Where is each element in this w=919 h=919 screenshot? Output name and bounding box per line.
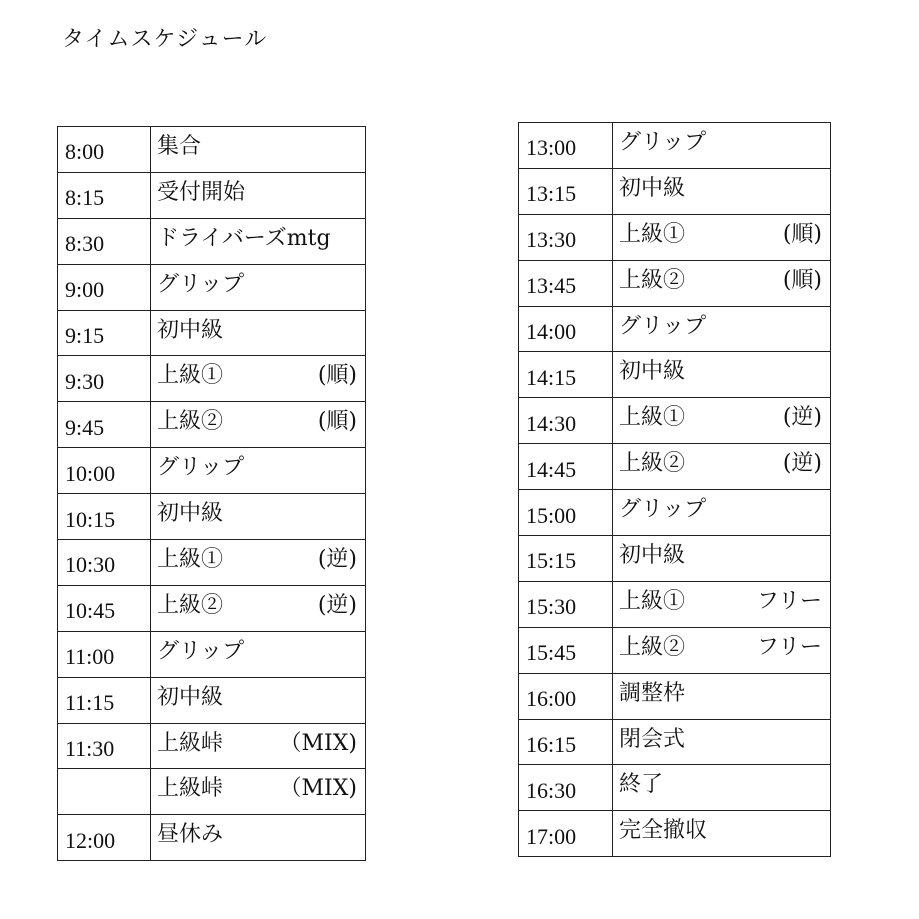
event-name: 上級② (619, 267, 686, 293)
schedule-row (519, 673, 831, 719)
event-name: 閉会式 (619, 726, 686, 752)
event-name: グリップ (157, 638, 245, 664)
time-cell: 8:00 (58, 127, 151, 173)
event-note: フリー (756, 634, 822, 660)
event-cell (613, 398, 831, 444)
event-name: 完全撤収 (619, 818, 708, 844)
event-cell (151, 585, 366, 631)
event-cell (151, 769, 366, 815)
event-content (157, 634, 357, 665)
event-cell (613, 123, 831, 169)
schedule-row (58, 815, 366, 861)
event-content (619, 263, 822, 294)
event-cell (151, 218, 366, 264)
document-title: タイムスケジュール (62, 27, 268, 52)
schedule-row (58, 540, 366, 586)
event-content (619, 400, 822, 431)
schedule-row (58, 769, 366, 815)
event-note: フリー (756, 588, 822, 614)
event-cell (613, 811, 831, 857)
event-name: 調整枠 (619, 680, 686, 706)
event-note: （MIX) (279, 730, 357, 756)
event-name: 初中級 (619, 359, 686, 385)
event-content (157, 267, 357, 298)
schedule-row (58, 631, 366, 677)
event-content (157, 817, 357, 848)
event-note: (順) (782, 267, 822, 293)
event-name: 上級② (619, 451, 686, 477)
event-content (157, 588, 357, 619)
schedule-row (519, 536, 831, 582)
time-cell: 10:00 (58, 448, 151, 494)
event-name: グリップ (157, 271, 245, 297)
event-content (619, 492, 822, 523)
event-content (157, 450, 357, 481)
event-cell (151, 402, 366, 448)
event-name: 上級① (619, 405, 686, 431)
time-cell: 8:15 (58, 172, 151, 218)
time-cell: 11:00 (58, 631, 151, 677)
event-cell (613, 719, 831, 765)
event-name: 初中級 (157, 317, 224, 343)
schedule-row (58, 494, 366, 540)
event-name: 終了 (619, 772, 664, 798)
event-cell (613, 490, 831, 536)
schedule-row (519, 352, 831, 398)
event-content (157, 175, 357, 206)
event-content (619, 584, 822, 615)
event-content (619, 767, 822, 798)
event-content (619, 171, 822, 202)
event-note: (順) (317, 409, 357, 435)
event-cell (151, 172, 366, 218)
schedule-table-body-morning (58, 127, 366, 861)
event-name: 上級② (619, 634, 686, 660)
event-cell (151, 677, 366, 723)
event-note: (順) (317, 363, 357, 389)
event-content (619, 217, 822, 248)
event-name: 初中級 (619, 543, 686, 569)
event-note: (順) (782, 221, 822, 247)
schedule-row (519, 398, 831, 444)
event-name: ドライバーズmtg (157, 225, 331, 251)
event-content (619, 354, 822, 385)
event-content (157, 358, 357, 389)
event-cell (613, 168, 831, 214)
schedule-row (58, 264, 366, 310)
event-cell (613, 536, 831, 582)
schedule-row (519, 765, 831, 811)
schedule-row (519, 627, 831, 673)
event-cell (151, 356, 366, 402)
event-name: 上級① (157, 547, 224, 573)
event-cell (613, 306, 831, 352)
time-cell: 16:00 (519, 673, 613, 719)
event-note: （MIX) (279, 776, 357, 802)
time-cell: 8:30 (58, 218, 151, 264)
schedule-row (519, 214, 831, 260)
time-cell: 14:45 (519, 444, 613, 490)
event-note: (逆) (782, 405, 822, 431)
event-name: グリップ (619, 130, 707, 155)
schedule-row (519, 581, 831, 627)
event-cell (613, 260, 831, 306)
time-cell: 17:00 (519, 811, 613, 857)
event-content (157, 221, 357, 252)
event-content (157, 129, 357, 160)
event-name: 上級峠 (157, 776, 224, 802)
schedule-row (519, 123, 831, 169)
schedule-row (58, 218, 366, 264)
schedule-table-afternoon (518, 122, 831, 857)
event-content (157, 680, 357, 711)
event-cell (151, 448, 366, 494)
event-name: 初中級 (619, 175, 686, 201)
event-cell (151, 127, 366, 173)
event-cell (613, 627, 831, 673)
time-cell: 9:00 (58, 264, 151, 310)
event-content (619, 722, 822, 753)
schedule-row (519, 719, 831, 765)
event-name: グリップ (157, 455, 245, 481)
event-name: 受付開始 (157, 179, 246, 205)
time-cell: 10:45 (58, 585, 151, 631)
schedule-row (519, 306, 831, 352)
schedule-row (58, 172, 366, 218)
time-cell: 16:15 (519, 719, 613, 765)
time-cell: 15:15 (519, 536, 613, 582)
schedule-table-morning (57, 126, 366, 861)
event-note: (逆) (782, 451, 822, 477)
time-cell: 10:30 (58, 540, 151, 586)
schedule-row (519, 811, 831, 857)
time-cell: 16:30 (519, 765, 613, 811)
event-name: 昼休み (157, 822, 224, 848)
schedule-row (58, 448, 366, 494)
event-name: 上級② (157, 409, 224, 435)
event-cell (151, 540, 366, 586)
time-cell: 14:15 (519, 352, 613, 398)
time-cell: 9:45 (58, 402, 151, 448)
event-name: 上級① (157, 363, 224, 389)
schedule-row (58, 402, 366, 448)
event-note: (逆) (317, 592, 357, 618)
event-content (619, 309, 822, 340)
event-name: 上級① (619, 221, 686, 247)
schedule-row (58, 310, 366, 356)
event-note: (逆) (317, 547, 357, 573)
event-cell (613, 765, 831, 811)
time-cell: 15:45 (519, 627, 613, 673)
event-content (157, 496, 357, 527)
time-cell: 10:15 (58, 494, 151, 540)
event-content (619, 446, 822, 477)
time-cell: 9:15 (58, 310, 151, 356)
schedule-row (58, 723, 366, 769)
time-cell: 13:45 (519, 260, 613, 306)
event-cell (151, 494, 366, 540)
event-cell (151, 631, 366, 677)
event-content (157, 726, 357, 757)
event-cell (613, 352, 831, 398)
event-content (157, 404, 357, 435)
event-content (619, 676, 822, 707)
event-cell (613, 214, 831, 260)
event-cell (151, 310, 366, 356)
time-cell: 11:30 (58, 723, 151, 769)
event-content (619, 125, 822, 156)
event-cell (613, 581, 831, 627)
event-content (157, 542, 357, 573)
event-cell (613, 673, 831, 719)
event-name: 初中級 (157, 501, 224, 527)
event-content (619, 538, 822, 569)
time-cell: 13:00 (519, 123, 613, 169)
time-cell: 15:30 (519, 581, 613, 627)
event-cell (151, 815, 366, 861)
event-content (619, 813, 822, 844)
schedule-row (519, 260, 831, 306)
time-cell: 9:30 (58, 356, 151, 402)
event-name: 集合 (157, 134, 202, 159)
event-content (157, 313, 357, 344)
schedule-row (58, 677, 366, 723)
time-cell: 14:00 (519, 306, 613, 352)
schedule-row (58, 356, 366, 402)
event-cell (613, 444, 831, 490)
schedule-row (519, 168, 831, 214)
event-name: グリップ (619, 497, 707, 523)
event-cell (151, 723, 366, 769)
time-cell: 13:30 (519, 214, 613, 260)
event-name: グリップ (619, 313, 707, 339)
time-cell: 11:15 (58, 677, 151, 723)
time-cell: 12:00 (58, 815, 151, 861)
schedule-row (519, 444, 831, 490)
event-cell (151, 264, 366, 310)
time-cell: 13:15 (519, 168, 613, 214)
schedule-row (519, 490, 831, 536)
event-name: 上級② (157, 592, 224, 618)
event-content (157, 771, 357, 802)
event-name: 上級① (619, 588, 686, 614)
schedule-row (58, 585, 366, 631)
event-name: 上級峠 (157, 730, 224, 756)
schedule-row (58, 127, 366, 173)
time-cell (58, 769, 151, 815)
time-cell: 14:30 (519, 398, 613, 444)
schedule-table-body-afternoon (519, 123, 831, 857)
event-content (619, 630, 822, 661)
time-cell: 15:00 (519, 490, 613, 536)
event-name: 初中級 (157, 684, 224, 710)
